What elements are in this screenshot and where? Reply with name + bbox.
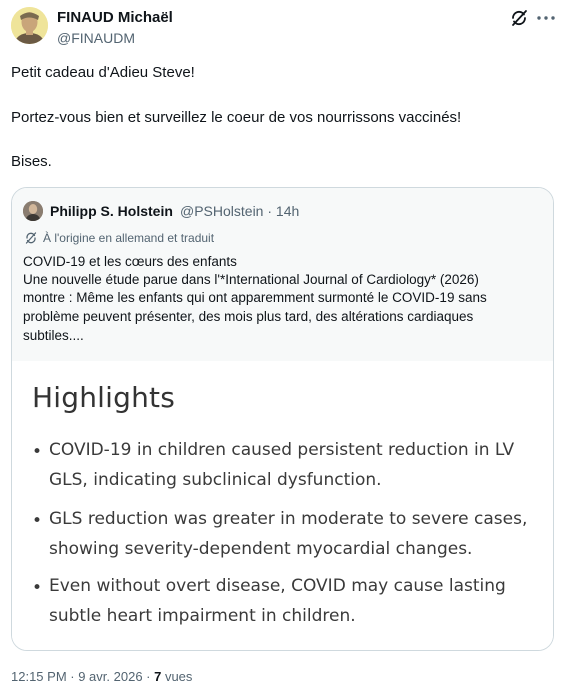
highlights-title: Highlights xyxy=(32,381,175,414)
quoted-tweet-header xyxy=(12,188,553,361)
quoted-author-meta xyxy=(180,203,299,219)
more-icon[interactable] xyxy=(535,8,557,28)
quoted-text-line: problème peuvent présenter, des mois plus tard, des altérations cardiaques xyxy=(23,309,474,324)
views-label: vues xyxy=(161,669,193,684)
quoted-author-handle[interactable]: @PSHolstein xyxy=(180,203,264,219)
highlights-image[interactable] xyxy=(12,361,553,650)
quoted-text-line: subtiles.... xyxy=(23,328,84,343)
highlight-line: GLS reduction was greater in moderate to severe cases, xyxy=(49,509,528,529)
author-name[interactable]: FINAUD Michaël xyxy=(57,9,173,26)
tweet-text-line: Petit cadeau d'Adieu Steve! xyxy=(11,64,195,81)
author-handle[interactable]: @FINAUDM xyxy=(57,30,135,46)
translate-icon xyxy=(24,231,38,245)
highlight-line: Even without overt disease, COVID may cause lasting xyxy=(49,576,506,596)
bullet-dot: • xyxy=(32,511,43,531)
quoted-author-name[interactable]: Philipp S. Holstein xyxy=(50,203,173,219)
author-avatar[interactable] xyxy=(11,7,48,44)
bullet-dot: • xyxy=(32,578,43,598)
quoted-time: · 14h xyxy=(267,203,300,219)
quoted-author-avatar[interactable] xyxy=(23,201,43,221)
highlight-line: COVID-19 in children caused persistent reduction in LV xyxy=(49,440,515,460)
quoted-text-line: COVID-19 et les cœurs des enfants xyxy=(23,254,237,269)
highlight-line: showing severity-dependent myocardial changes. xyxy=(49,539,473,559)
views-count: 7 xyxy=(154,669,162,684)
quoted-text-line: montre : Même les enfants qui ont apparemment surmonté le COVID-19 sans xyxy=(23,290,487,305)
separator: · xyxy=(142,669,155,684)
bullet-dot: • xyxy=(32,442,43,462)
tweet-footer xyxy=(11,669,192,684)
translation-note[interactable]: À l'origine en allemand et traduit xyxy=(43,231,215,245)
tweet-text-line: Portez-vous bien et surveillez le coeur de vos nourrissons vaccinés! xyxy=(11,109,462,126)
tweet-text-line: Bises. xyxy=(11,153,52,170)
highlight-line: GLS, indicating subclinical dysfunction. xyxy=(49,470,382,490)
quoted-text-line: Une nouvelle étude parue dans l'*International Journal of Cardiology* (2026) xyxy=(23,272,479,287)
highlight-line: subtle heart impairment in children. xyxy=(49,606,356,626)
separator: · xyxy=(66,669,79,684)
grok-icon[interactable] xyxy=(509,8,529,28)
quoted-tweet[interactable] xyxy=(11,187,554,651)
post-time[interactable]: 12:15 PM xyxy=(11,669,67,684)
post-date[interactable]: 9 avr. 2026 xyxy=(78,669,143,684)
